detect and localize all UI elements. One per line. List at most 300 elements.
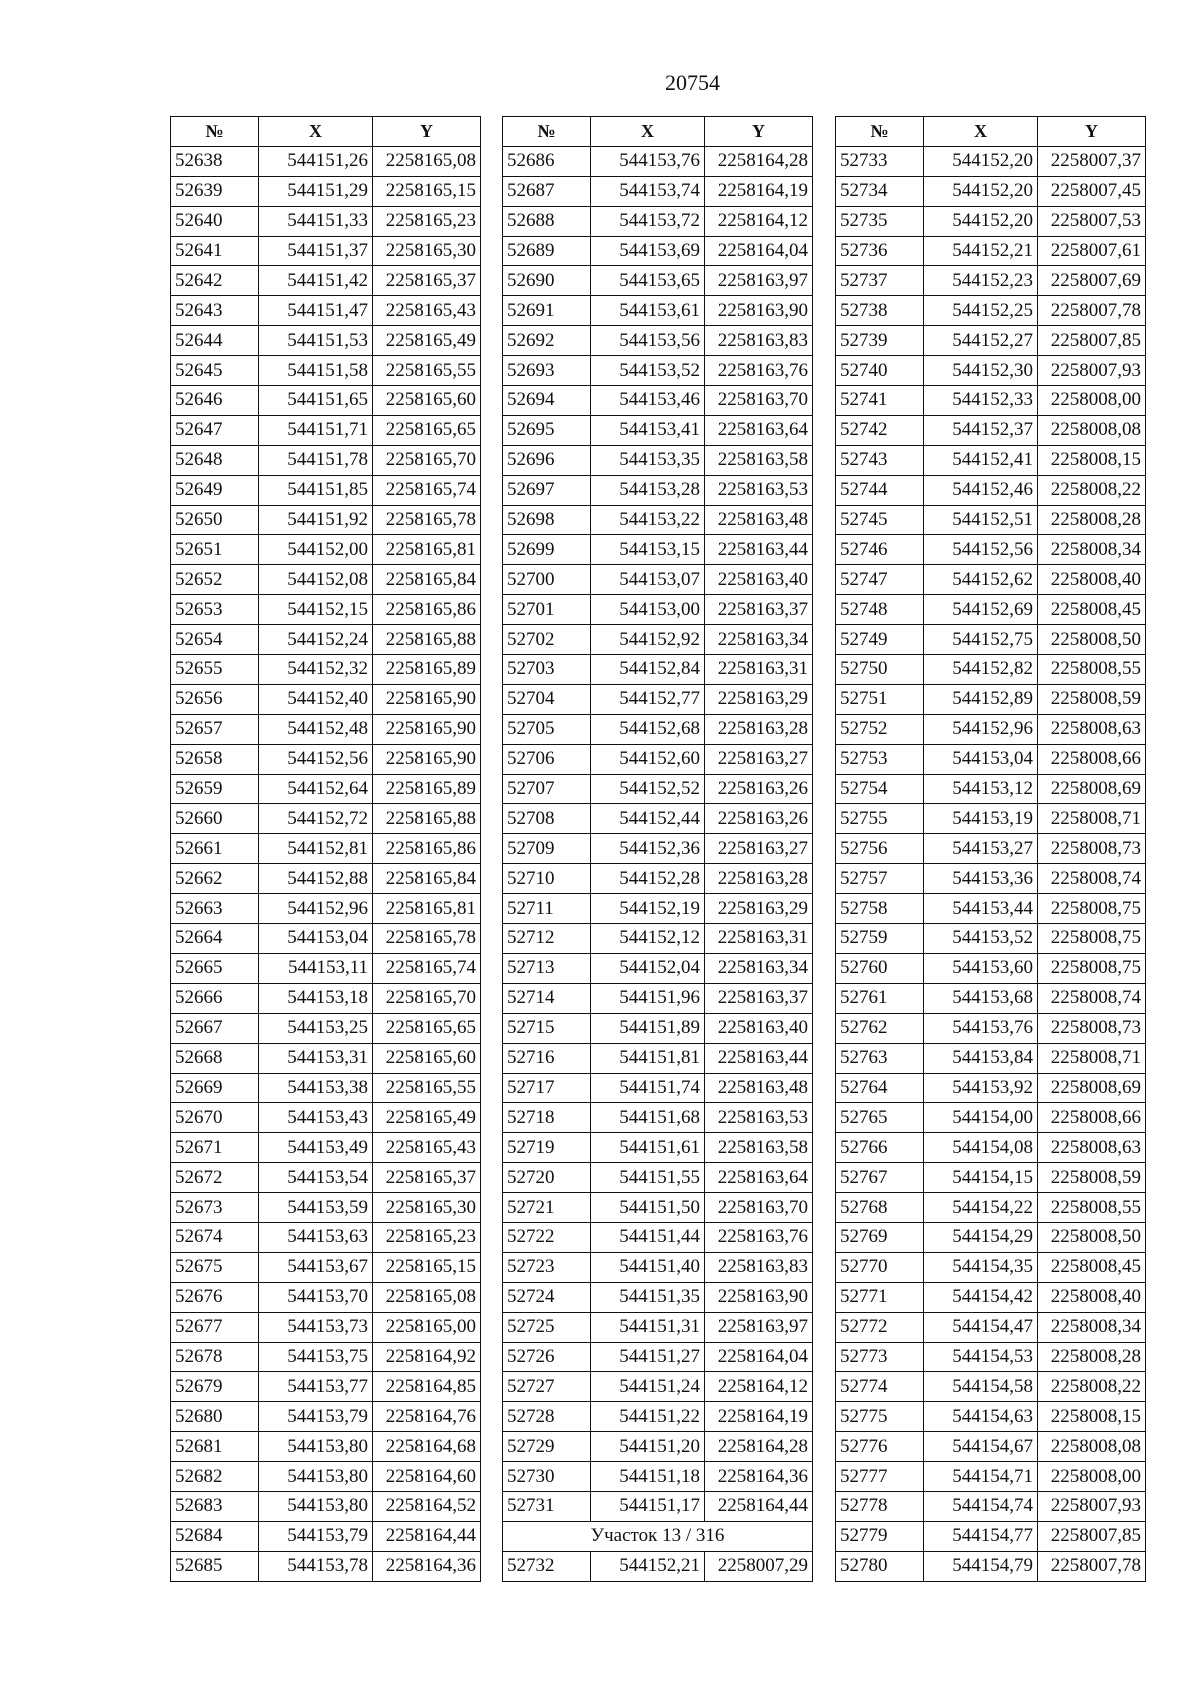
x-coordinate-cell: 544152,19 (591, 894, 705, 924)
y-coordinate-cell: 2258165,88 (373, 804, 481, 834)
table-row (503, 1252, 813, 1282)
header-num: № (503, 117, 591, 147)
point-number-cell: 52712 (503, 924, 591, 954)
y-coordinate-cell: 2258008,15 (1038, 445, 1146, 475)
y-coordinate-cell: 2258008,73 (1038, 1013, 1146, 1043)
x-coordinate-cell: 544153,35 (591, 445, 705, 475)
point-number-cell: 52640 (171, 206, 259, 236)
y-coordinate-cell: 2258163,48 (705, 1073, 813, 1103)
point-number-cell: 52780 (836, 1551, 924, 1581)
x-coordinate-cell: 544152,20 (924, 146, 1038, 176)
table-row (503, 1372, 813, 1402)
table-row (171, 684, 481, 714)
table-row (836, 296, 1146, 326)
table-row (171, 1222, 481, 1252)
x-coordinate-cell: 544152,36 (591, 834, 705, 864)
table-row (503, 655, 813, 685)
x-coordinate-cell: 544154,22 (924, 1193, 1038, 1223)
y-coordinate-cell: 2258007,69 (1038, 266, 1146, 296)
x-coordinate-cell: 544151,50 (591, 1193, 705, 1223)
table-row (171, 475, 481, 505)
point-number-cell: 52700 (503, 565, 591, 595)
x-coordinate-cell: 544152,27 (924, 326, 1038, 356)
y-coordinate-cell: 2258164,92 (373, 1342, 481, 1372)
table-row (503, 1043, 813, 1073)
table-row (836, 1462, 1146, 1492)
y-coordinate-cell: 2258008,71 (1038, 804, 1146, 834)
x-coordinate-cell: 544153,28 (591, 475, 705, 505)
point-number-cell: 52713 (503, 953, 591, 983)
x-coordinate-cell: 544152,00 (259, 535, 373, 565)
y-coordinate-cell: 2258165,60 (373, 1043, 481, 1073)
point-number-cell: 52756 (836, 834, 924, 864)
coordinate-table-2 (502, 116, 813, 1582)
y-coordinate-cell: 2258164,36 (705, 1462, 813, 1492)
y-coordinate-cell: 2258163,44 (705, 535, 813, 565)
x-coordinate-cell: 544151,65 (259, 386, 373, 416)
y-coordinate-cell: 2258165,60 (373, 386, 481, 416)
x-coordinate-cell: 544153,68 (924, 983, 1038, 1013)
point-number-cell: 52757 (836, 864, 924, 894)
point-number-cell: 52737 (836, 266, 924, 296)
table-row (171, 1312, 481, 1342)
section-label: Участок 13 / 316 (503, 1521, 813, 1551)
x-coordinate-cell: 544153,38 (259, 1073, 373, 1103)
table-row (171, 1402, 481, 1432)
x-coordinate-cell: 544153,59 (259, 1193, 373, 1223)
y-coordinate-cell: 2258008,66 (1038, 1103, 1146, 1133)
x-coordinate-cell: 544153,92 (924, 1073, 1038, 1103)
point-number-cell: 52688 (503, 206, 591, 236)
y-coordinate-cell: 2258008,71 (1038, 1043, 1146, 1073)
x-coordinate-cell: 544151,89 (591, 1013, 705, 1043)
table-row (171, 1252, 481, 1282)
y-coordinate-cell: 2258008,45 (1038, 1252, 1146, 1282)
x-coordinate-cell: 544152,33 (924, 386, 1038, 416)
x-coordinate-cell: 544151,61 (591, 1133, 705, 1163)
x-coordinate-cell: 544151,42 (259, 266, 373, 296)
y-coordinate-cell: 2258163,34 (705, 953, 813, 983)
table-row (503, 146, 813, 176)
y-coordinate-cell: 2258163,58 (705, 445, 813, 475)
table-row (836, 266, 1146, 296)
x-coordinate-cell: 544153,00 (591, 595, 705, 625)
x-coordinate-cell: 544153,80 (259, 1432, 373, 1462)
x-coordinate-cell: 544153,69 (591, 236, 705, 266)
point-number-cell: 52731 (503, 1491, 591, 1521)
table-row (171, 1013, 481, 1043)
x-coordinate-cell: 544152,69 (924, 595, 1038, 625)
y-coordinate-cell: 2258008,66 (1038, 744, 1146, 774)
x-coordinate-cell: 544153,73 (259, 1312, 373, 1342)
x-coordinate-cell: 544152,04 (591, 953, 705, 983)
y-coordinate-cell: 2258165,70 (373, 983, 481, 1013)
y-coordinate-cell: 2258163,53 (705, 475, 813, 505)
point-number-cell: 52638 (171, 146, 259, 176)
point-number-cell: 52696 (503, 445, 591, 475)
point-number-cell: 52738 (836, 296, 924, 326)
x-coordinate-cell: 544152,77 (591, 684, 705, 714)
table-row (171, 1193, 481, 1223)
table-row (503, 386, 813, 416)
y-coordinate-cell: 2258007,85 (1038, 1521, 1146, 1551)
point-number-cell: 52655 (171, 655, 259, 685)
point-number-cell: 52766 (836, 1133, 924, 1163)
y-coordinate-cell: 2258165,15 (373, 176, 481, 206)
x-coordinate-cell: 544151,47 (259, 296, 373, 326)
table-row (503, 834, 813, 864)
x-coordinate-cell: 544153,19 (924, 804, 1038, 834)
x-coordinate-cell: 544151,58 (259, 356, 373, 386)
x-coordinate-cell: 544151,33 (259, 206, 373, 236)
table-row (836, 326, 1146, 356)
y-coordinate-cell: 2258007,45 (1038, 176, 1146, 206)
table-row (171, 206, 481, 236)
table-row (503, 296, 813, 326)
y-coordinate-cell: 2258008,34 (1038, 1312, 1146, 1342)
point-number-cell: 52749 (836, 625, 924, 655)
coordinate-table-1 (170, 116, 481, 1582)
y-coordinate-cell: 2258008,75 (1038, 924, 1146, 954)
table-row (503, 176, 813, 206)
x-coordinate-cell: 544151,85 (259, 475, 373, 505)
table-row (836, 684, 1146, 714)
point-number-cell: 52746 (836, 535, 924, 565)
y-coordinate-cell: 2258165,74 (373, 475, 481, 505)
x-coordinate-cell: 544151,26 (259, 146, 373, 176)
x-coordinate-cell: 544152,08 (259, 565, 373, 595)
y-coordinate-cell: 2258165,08 (373, 1282, 481, 1312)
y-coordinate-cell: 2258165,89 (373, 655, 481, 685)
table-row (836, 1013, 1146, 1043)
x-coordinate-cell: 544154,74 (924, 1491, 1038, 1521)
table-row (836, 894, 1146, 924)
table-row (171, 804, 481, 834)
table-row (836, 565, 1146, 595)
table-row (171, 1551, 481, 1581)
point-number-cell: 52773 (836, 1342, 924, 1372)
table-row (171, 1282, 481, 1312)
table-row (503, 206, 813, 236)
y-coordinate-cell: 2258164,19 (705, 176, 813, 206)
x-coordinate-cell: 544153,11 (259, 953, 373, 983)
x-coordinate-cell: 544153,22 (591, 505, 705, 535)
table-row (836, 804, 1146, 834)
x-coordinate-cell: 544153,25 (259, 1013, 373, 1043)
y-coordinate-cell: 2258163,44 (705, 1043, 813, 1073)
table-row (836, 1402, 1146, 1432)
table-row (171, 356, 481, 386)
y-coordinate-cell: 2258165,86 (373, 595, 481, 625)
table-row (836, 1432, 1146, 1462)
point-number-cell: 52761 (836, 983, 924, 1013)
table-row (503, 625, 813, 655)
y-coordinate-cell: 2258165,78 (373, 924, 481, 954)
table-row (836, 146, 1146, 176)
point-number-cell: 52760 (836, 953, 924, 983)
point-number-cell: 52694 (503, 386, 591, 416)
x-coordinate-cell: 544153,46 (591, 386, 705, 416)
y-coordinate-cell: 2258163,48 (705, 505, 813, 535)
x-coordinate-cell: 544153,52 (924, 924, 1038, 954)
point-number-cell: 52667 (171, 1013, 259, 1043)
y-coordinate-cell: 2258008,75 (1038, 894, 1146, 924)
point-number-cell: 52751 (836, 684, 924, 714)
y-coordinate-cell: 2258164,19 (705, 1402, 813, 1432)
y-coordinate-cell: 2258165,70 (373, 445, 481, 475)
table-row (503, 475, 813, 505)
x-coordinate-cell: 544151,20 (591, 1432, 705, 1462)
point-number-cell: 52748 (836, 595, 924, 625)
y-coordinate-cell: 2258163,58 (705, 1133, 813, 1163)
y-coordinate-cell: 2258163,64 (705, 415, 813, 445)
x-coordinate-cell: 544153,12 (924, 774, 1038, 804)
point-number-cell: 52774 (836, 1372, 924, 1402)
table-row (171, 386, 481, 416)
y-coordinate-cell: 2258163,37 (705, 983, 813, 1013)
table-row (171, 953, 481, 983)
table-row (503, 1222, 813, 1252)
point-number-cell: 52753 (836, 744, 924, 774)
point-number-cell: 52679 (171, 1372, 259, 1402)
table-row (836, 1163, 1146, 1193)
y-coordinate-cell: 2258164,04 (705, 1342, 813, 1372)
x-coordinate-cell: 544151,74 (591, 1073, 705, 1103)
point-number-cell: 52724 (503, 1282, 591, 1312)
table-row (171, 625, 481, 655)
table-row (171, 744, 481, 774)
y-coordinate-cell: 2258165,65 (373, 1013, 481, 1043)
x-coordinate-cell: 544151,24 (591, 1372, 705, 1402)
x-coordinate-cell: 544153,79 (259, 1402, 373, 1432)
x-coordinate-cell: 544153,78 (259, 1551, 373, 1581)
table-row (836, 1491, 1146, 1521)
x-coordinate-cell: 544152,89 (924, 684, 1038, 714)
table-row (836, 655, 1146, 685)
table-row (503, 266, 813, 296)
x-coordinate-cell: 544153,04 (259, 924, 373, 954)
x-coordinate-cell: 544151,68 (591, 1103, 705, 1133)
point-number-cell: 52765 (836, 1103, 924, 1133)
point-number-cell: 52682 (171, 1462, 259, 1492)
table-row (503, 983, 813, 1013)
x-coordinate-cell: 544152,40 (259, 684, 373, 714)
y-coordinate-cell: 2258164,44 (373, 1521, 481, 1551)
x-coordinate-cell: 544152,46 (924, 475, 1038, 505)
y-coordinate-cell: 2258165,90 (373, 714, 481, 744)
y-coordinate-cell: 2258008,59 (1038, 1163, 1146, 1193)
header-x: X (591, 117, 705, 147)
table-row (503, 1551, 813, 1581)
table-row (503, 595, 813, 625)
table-row (836, 1372, 1146, 1402)
point-number-cell: 52671 (171, 1133, 259, 1163)
table-row (836, 1133, 1146, 1163)
point-number-cell: 52778 (836, 1491, 924, 1521)
y-coordinate-cell: 2258163,28 (705, 864, 813, 894)
x-coordinate-cell: 544151,44 (591, 1222, 705, 1252)
header-y: Y (373, 117, 481, 147)
x-coordinate-cell: 544152,81 (259, 834, 373, 864)
point-number-cell: 52695 (503, 415, 591, 445)
point-number-cell: 52734 (836, 176, 924, 206)
y-coordinate-cell: 2258163,97 (705, 266, 813, 296)
point-number-cell: 52725 (503, 1312, 591, 1342)
x-coordinate-cell: 544152,62 (924, 565, 1038, 595)
x-coordinate-cell: 544154,79 (924, 1551, 1038, 1581)
table-row (171, 176, 481, 206)
table-row (503, 415, 813, 445)
y-coordinate-cell: 2258163,28 (705, 714, 813, 744)
point-number-cell: 52762 (836, 1013, 924, 1043)
table-row (836, 1103, 1146, 1133)
x-coordinate-cell: 544153,80 (259, 1491, 373, 1521)
point-number-cell: 52689 (503, 236, 591, 266)
point-number-cell: 52768 (836, 1193, 924, 1223)
x-coordinate-cell: 544153,43 (259, 1103, 373, 1133)
y-coordinate-cell: 2258008,40 (1038, 565, 1146, 595)
x-coordinate-cell: 544152,32 (259, 655, 373, 685)
y-coordinate-cell: 2258007,37 (1038, 146, 1146, 176)
x-coordinate-cell: 544153,18 (259, 983, 373, 1013)
x-coordinate-cell: 544152,23 (924, 266, 1038, 296)
y-coordinate-cell: 2258165,15 (373, 1252, 481, 1282)
y-coordinate-cell: 2258163,37 (705, 595, 813, 625)
table-row (503, 1432, 813, 1462)
table-row (836, 415, 1146, 445)
table-row (836, 535, 1146, 565)
point-number-cell: 52702 (503, 625, 591, 655)
point-number-cell: 52741 (836, 386, 924, 416)
x-coordinate-cell: 544152,96 (259, 894, 373, 924)
x-coordinate-cell: 544152,51 (924, 505, 1038, 535)
y-coordinate-cell: 2258008,69 (1038, 1073, 1146, 1103)
point-number-cell: 52663 (171, 894, 259, 924)
point-number-cell: 52759 (836, 924, 924, 954)
x-coordinate-cell: 544153,54 (259, 1163, 373, 1193)
table-row (171, 415, 481, 445)
point-number-cell: 52646 (171, 386, 259, 416)
y-coordinate-cell: 2258008,59 (1038, 684, 1146, 714)
y-coordinate-cell: 2258165,49 (373, 326, 481, 356)
point-number-cell: 52681 (171, 1432, 259, 1462)
y-coordinate-cell: 2258163,34 (705, 625, 813, 655)
x-coordinate-cell: 544154,67 (924, 1432, 1038, 1462)
point-number-cell: 52693 (503, 356, 591, 386)
point-number-cell: 52754 (836, 774, 924, 804)
y-coordinate-cell: 2258008,63 (1038, 1133, 1146, 1163)
y-coordinate-cell: 2258163,76 (705, 356, 813, 386)
x-coordinate-cell: 544152,52 (591, 774, 705, 804)
table-row (503, 1312, 813, 1342)
x-coordinate-cell: 544153,60 (924, 953, 1038, 983)
y-coordinate-cell: 2258165,74 (373, 953, 481, 983)
y-coordinate-cell: 2258163,27 (705, 834, 813, 864)
point-number-cell: 52691 (503, 296, 591, 326)
x-coordinate-cell: 544152,21 (591, 1551, 705, 1581)
y-coordinate-cell: 2258165,08 (373, 146, 481, 176)
table-row (836, 1073, 1146, 1103)
y-coordinate-cell: 2258163,40 (705, 1013, 813, 1043)
table-row (503, 1073, 813, 1103)
table-row (171, 1432, 481, 1462)
y-coordinate-cell: 2258008,74 (1038, 983, 1146, 1013)
point-number-cell: 52733 (836, 146, 924, 176)
y-coordinate-cell: 2258164,12 (705, 206, 813, 236)
point-number-cell: 52777 (836, 1462, 924, 1492)
x-coordinate-cell: 544153,07 (591, 565, 705, 595)
table-row (171, 864, 481, 894)
y-coordinate-cell: 2258163,64 (705, 1163, 813, 1193)
x-coordinate-cell: 544151,22 (591, 1402, 705, 1432)
x-coordinate-cell: 544153,61 (591, 296, 705, 326)
y-coordinate-cell: 2258165,84 (373, 565, 481, 595)
x-coordinate-cell: 544152,20 (924, 206, 1038, 236)
table-row (836, 1551, 1146, 1581)
table-row (503, 804, 813, 834)
table-row (836, 1222, 1146, 1252)
page-number: 20754 (665, 70, 720, 95)
y-coordinate-cell: 2258008,55 (1038, 655, 1146, 685)
point-number-cell: 52642 (171, 266, 259, 296)
x-coordinate-cell: 544152,92 (591, 625, 705, 655)
x-coordinate-cell: 544151,71 (259, 415, 373, 445)
point-number-cell: 52669 (171, 1073, 259, 1103)
y-coordinate-cell: 2258163,29 (705, 684, 813, 714)
point-number-cell: 52770 (836, 1252, 924, 1282)
point-number-cell: 52697 (503, 475, 591, 505)
point-number-cell: 52710 (503, 864, 591, 894)
point-number-cell: 52732 (503, 1551, 591, 1581)
point-number-cell: 52658 (171, 744, 259, 774)
point-number-cell: 52776 (836, 1432, 924, 1462)
y-coordinate-cell: 2258165,88 (373, 625, 481, 655)
x-coordinate-cell: 544152,72 (259, 804, 373, 834)
x-coordinate-cell: 544153,49 (259, 1133, 373, 1163)
table-row (171, 1462, 481, 1492)
x-coordinate-cell: 544151,96 (591, 983, 705, 1013)
x-coordinate-cell: 544154,00 (924, 1103, 1038, 1133)
x-coordinate-cell: 544153,04 (924, 744, 1038, 774)
header-y: Y (1038, 117, 1146, 147)
table-row (171, 774, 481, 804)
y-coordinate-cell: 2258008,50 (1038, 625, 1146, 655)
header-num: № (171, 117, 259, 147)
y-coordinate-cell: 2258165,55 (373, 356, 481, 386)
table-row (171, 565, 481, 595)
x-coordinate-cell: 544152,15 (259, 595, 373, 625)
y-coordinate-cell: 2258165,49 (373, 1103, 481, 1133)
y-coordinate-cell: 2258163,31 (705, 655, 813, 685)
point-number-cell: 52718 (503, 1103, 591, 1133)
table-row (503, 1133, 813, 1163)
point-number-cell: 52639 (171, 176, 259, 206)
y-coordinate-cell: 2258165,43 (373, 296, 481, 326)
point-number-cell: 52684 (171, 1521, 259, 1551)
table-row (503, 356, 813, 386)
y-coordinate-cell: 2258164,85 (373, 1372, 481, 1402)
table-row (503, 744, 813, 774)
x-coordinate-cell: 544152,68 (591, 714, 705, 744)
x-coordinate-cell: 544153,84 (924, 1043, 1038, 1073)
table-row (171, 296, 481, 326)
y-coordinate-cell: 2258163,70 (705, 386, 813, 416)
x-coordinate-cell: 544154,08 (924, 1133, 1038, 1163)
point-number-cell: 52714 (503, 983, 591, 1013)
point-number-cell: 52670 (171, 1103, 259, 1133)
x-coordinate-cell: 544153,44 (924, 894, 1038, 924)
y-coordinate-cell: 2258007,29 (705, 1551, 813, 1581)
